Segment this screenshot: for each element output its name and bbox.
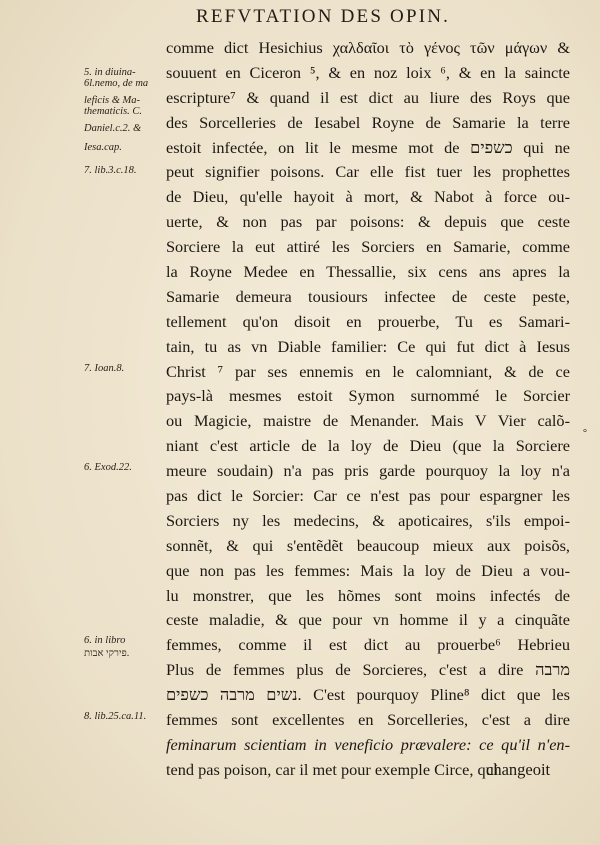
text-line: tain, tu as vn Diable familier: Ce qui fut dict à Iesus [166,336,570,356]
margin-note: 7. lib.3.c.18. [84,164,137,176]
text-line: נשים מרבה כשפים. C'est pourquoy Pline⁸ dict que les [166,685,570,705]
margin-note: 5. in diuina- [84,66,136,78]
text-line: Sorciere la eut attiré les Sorciers en Samarie, comme [166,237,570,257]
text-line: de Dieu, qu'elle hayoit à mort, & Nabot à force ou- [166,187,570,207]
text-line: pays-là mesmes estoit Symon surnommé le Sorcier [166,386,570,406]
text-line: tend pas poison, car il met pour exemple Circe, qui [166,759,499,779]
text-line: estoit infectée, on lit le mesme mot de כשפים qui ne [166,137,570,157]
text-line: feminarum scientiam in veneficio prævalere: ce qu'il n'en- [166,734,570,754]
margin-note: פירקי אבות. [84,647,130,659]
text-line: Samarie demeura tousiours infectee de ceste peste, [166,286,570,306]
text-line: la Royne Medee en Thessallie, six cens ans apres la [166,262,570,282]
text-line: des Sorcelleries de Iesabel Royne de Samarie la terre [166,112,570,132]
text-line: comme dict Hesichius χαλδαῖοι τὸ γένος τῶν μάγων & [166,38,570,57]
text-line: femmes sont excellentes en Sorcelleries, c'est a dire [166,710,570,730]
text-line: uerte, & non pas par poisons: & depuis que ceste [166,212,570,232]
text-line: lu monstrer, que les hõmes sont moins infectés de [166,585,570,605]
running-head: REFVTATION DES OPIN. [196,6,451,27]
text-line: escripture⁷ & quand il est dict au liure des Roys que [166,87,570,107]
margin-note: 7. Ioan.8. [84,362,125,374]
text-line: pas dict le Sorcier: Car ce n'est pas pour espargner les [166,486,570,506]
text-line: tellement qu'on disoit en prouerbe, Tu es Samari- [166,311,570,331]
margin-note: 6l.nemo, de ma [84,77,149,89]
margin-note: thematicis. C. [84,105,143,117]
margin-note: Daniel.c.2. & [84,122,142,134]
text-line: Christ ⁷ par ses ennemis en le calomniant, & de ce [166,361,570,381]
marginal-mark: ° [583,428,587,439]
catchword: changeoit [486,760,551,779]
text-line: que non pas les femmes: Mais la loy de Dieu a vou- [166,560,570,580]
margin-note: Iesa.cap. [84,141,122,153]
text-line: meure soudain) n'a pas pris garde pourquoy la loy n'a [166,461,570,481]
text-line: ceste maladie, & que pour vn homme il y a cinquãte [166,610,570,630]
margin-note: leficis & Ma- [84,94,140,106]
margin-note: 8. lib.25.ca.11. [84,711,147,723]
text-line: Plus de femmes plus de Sorcieres, c'est a dire מרבה [166,660,570,680]
text-line: ou Magicie, maistre de Menander. Mais V Vier calõ- [166,411,570,431]
text-line: sonnẽt, & qui s'entẽdẽt beaucoup mieux aux poisõs, [166,535,570,555]
margin-note: 6. Exod.22. [84,462,132,474]
text-line: souuent en Ciceron ⁵, & en noz loix ⁶, & en la saincte [166,62,570,82]
text-line: Sorciers ny les medecins, & apoticaires, s'ils empoi- [166,510,570,530]
text-line: peut signifier poisons. Car elle fist tuer les prophettes [166,162,570,182]
text-line: niant c'est article de la loy de Dieu (que la Sorciere [166,436,570,456]
text-line: femmes, comme il est dict au prouerbe⁶ Hebrieu [166,635,570,655]
body-text [166,36,570,783]
margin-note: 6. in libro [84,634,126,646]
